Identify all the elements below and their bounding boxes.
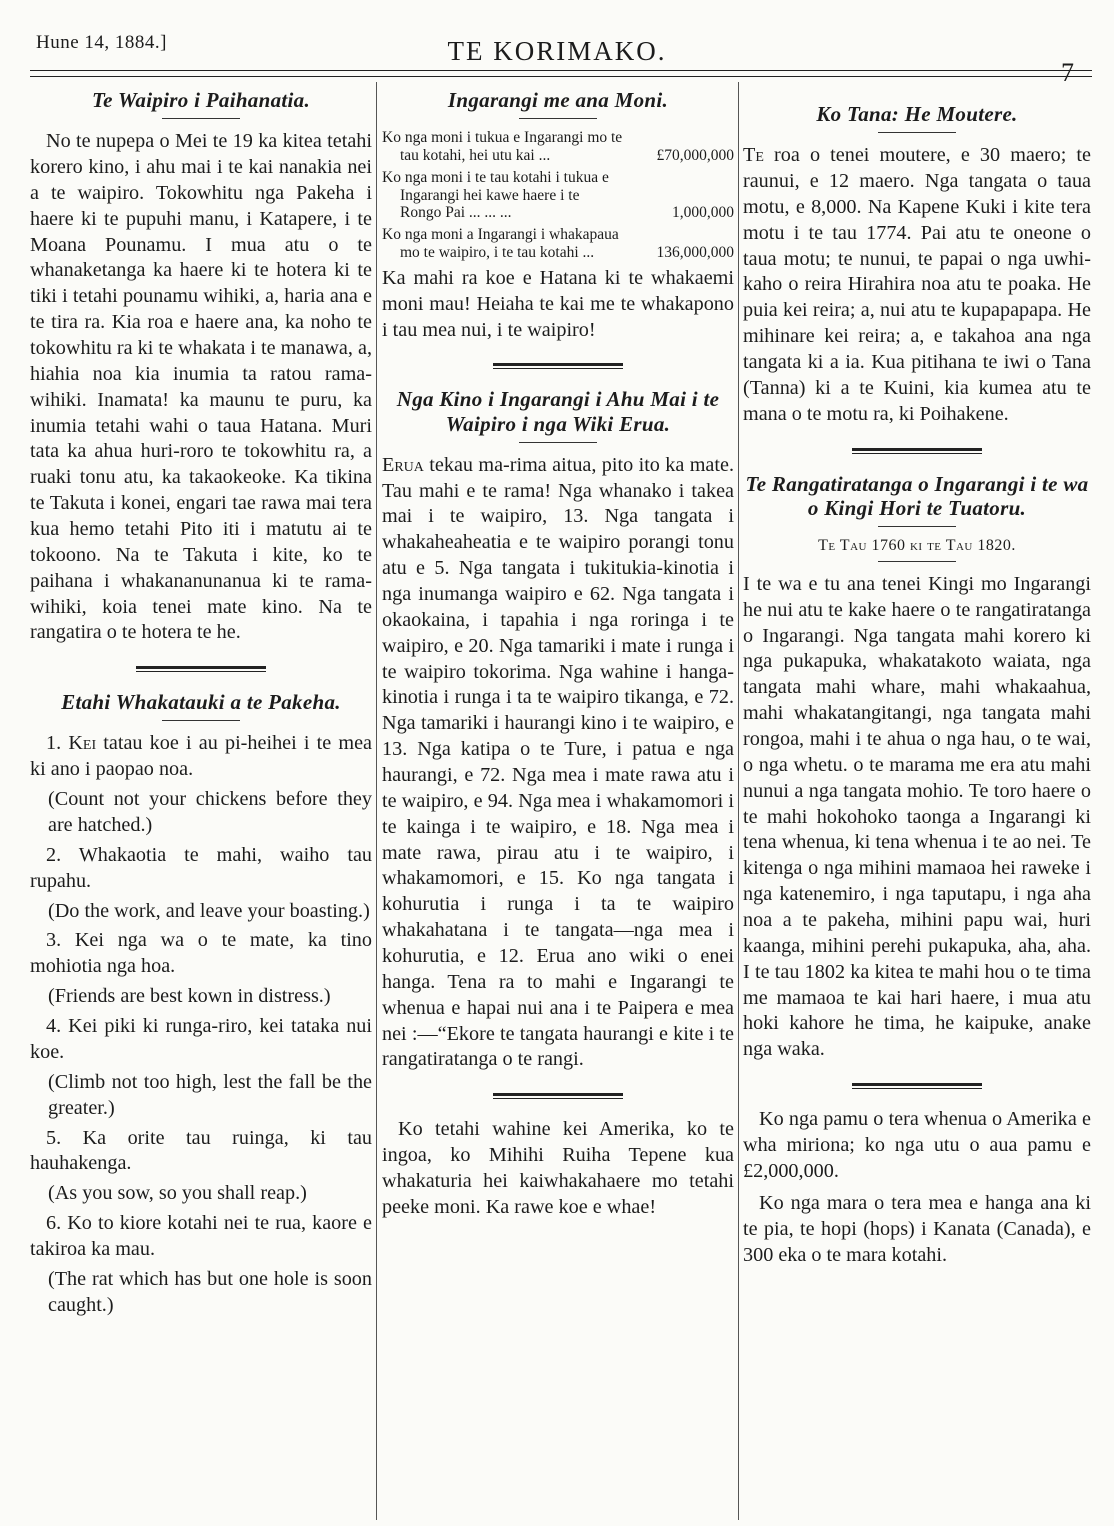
money-label: Ko nga moni i tukua e Ingarangi mo te tau kotahi, hei utu kai ... xyxy=(382,129,623,164)
article-separator xyxy=(493,363,623,369)
article-body: Ko tetahi wahine kei Amerika, ko te ingoa, ko Mihihi Ruiha Tepene kua whakaturia hei kaiwhakahaere mo tetahi peeke moni. Ka rawe koe e whae! xyxy=(382,1118,734,1218)
heading-rule xyxy=(878,526,956,527)
header-rule xyxy=(30,76,1092,77)
article-body: Erua tekau ma-rima aitua, pito ito ka mate. Tau mahi e te rama! Nga whanako i takea mai i te waipiro, 13. Nga tangata i whakaheaheatia e te waipiro porangi tonu atu e 5. Nga tangata i tukitukia-kinotia i nga inumanga waipiro e 62. Nga tangata i okaokaina, i tapahia i nga roringa i te waipiro, e 20. Nga tamariki i mate i runga i te waipiro tokorima. Nga wahine i hanga-kinotia i runga i ta te waipiro tikanga, e 72. Nga tamariki i haurangi kino i te waipiro, e 13. Nga katipa o te Ture, i patua e nga haurangi, e 72. Nga mea i mate rawa atu i te waipiro, e 94. Nga mea i whakamomori i te kainga i te waipiro, e 18. Nga mea i mate rawa, pirau atu i te waipiro, i whakamomori, e 15. Ko nga tangata i kohurutia i runga i ta te waipiro whakahatana i te tangata—nga mea i kohurutia, e 12. Erua ano wiki o enei hanga. Tena ra to mahi e Ingarangi te whenua e hapai nui ana i te Paipera e mea nei :—“Ekore te tangata haurangi e kite i te rangatiratanga o te rangi. xyxy=(382,453,734,1071)
issue-date: Hune 14, 1884.] xyxy=(36,32,167,53)
proverb-maori: 1. Kei tatau koe i au pi-heihei i te mea ki ano i paopao noa. xyxy=(30,732,372,781)
proverb-maori: 6. Ko to kiore kotahi nei te rua, kaore e takiroa ka mau. xyxy=(30,1212,372,1260)
article-subheading: Te Tau 1760 ki te Tau 1820. xyxy=(818,536,1016,554)
table-row xyxy=(382,169,734,226)
proverb-english: (Count not your chickens before they are hatched.) xyxy=(48,788,372,837)
heading-rule xyxy=(162,720,240,721)
proverb-english: (The rat which has but one hole is soon caught.) xyxy=(48,1267,372,1316)
article-separator xyxy=(852,1083,982,1089)
column-2 xyxy=(382,82,734,1526)
heading-rule xyxy=(162,118,240,119)
article-body: Ko nga mara o tera mea e hanga ana ki te pia, te hopi (hops) i Kanata (Canada), e 300 eka o te mara kotahi. xyxy=(743,1191,1091,1266)
column-3 xyxy=(743,82,1091,1526)
article-heading: Etahi Whakatauki a te Pakeha. xyxy=(61,690,341,715)
money-label: Ko nga moni i te tau kotahi i tukua e Ingarangi hei kawe haere i te Rongo Pai ... ... ... xyxy=(382,168,609,222)
article-heading: Nga Kino i Ingarangi i Ahu Mai i te Waipiro i nga Wiki Erua. xyxy=(396,387,720,436)
table-row xyxy=(382,226,734,266)
article-heading: Te Rangatiratanga o Ingarangi i te wa o Kingi Hori te Tuatoru. xyxy=(745,471,1089,520)
article-heading: Te Waipiro i Paihanatia. xyxy=(91,88,311,112)
article-separator xyxy=(852,448,982,454)
column-1 xyxy=(30,82,372,1526)
proverb-list xyxy=(30,731,372,1318)
proverb-maori: 5. Ka orite tau ruinga, ki tau hauhakenga. xyxy=(30,1126,372,1175)
article-body: I te wa e tu ana tenei Kingi mo Ingarangi he nui atu te kake haere o te rangatiratanga o Ingarangi. Nga tangata mahi korero ki nga pukapuka, whakatakoto waiata, nga tangata mahi whare, mahi whakaahua, mahi whakatangitangi, nga tangata mahi rongoa, mahi i te ahua o nga hau, o te wai, o nga whetu. o te marama me era atu mahi nunui a nga tangata mohio. Te toro haere o te mahi hokohoko taonga a Ingarangi ki tena whenua, ki tena whenua i te ao nei. Te kitenga o nga mihini mamaoa hei raweke i nga katenemiro, i nga taputapu, i nga aha noa a te pakeha, mihini papu wai, huri kaanga, mihini perehi pukapuka, aha, aha. I te tau 1802 ka kitea te mahi hou o te tima me mamaoa te kai hari haere, i mua atu hoki kahore he tima, he kaipuke, anake nga waka. xyxy=(743,572,1091,1061)
article-separator xyxy=(136,666,266,672)
article-separator xyxy=(493,1093,623,1099)
article-body: Te roa o tenei moutere, e 30 maero; te raunui, e 12 maero. Nga tangata o taua motu, e 8,000. Na Kapene Kuki i kite tera motu i te tau 1774. Pai atu te oneone o taua motu; te nunui, te papai o nga uwhi-kaho o reira Hirahira noa atu te poaka. He puia kei reira; a, nui atu te kupapapapa. He mihinare kei reira; a, e takahoa ana nga tangata ki a ia. Kua pitihana te iwi o Tana (Tanna) ki a te Kuini, kia kumea atu te mana o te motu ra, ki Poihakene. xyxy=(743,144,1091,425)
article-body: Ka mahi ra koe e Hatana ki te whakaemi moni mau! Heiaha te kai me te whakapono i tau mea nui, i te waipiro! xyxy=(382,266,734,341)
column-divider xyxy=(376,82,377,1520)
proverb-english: (Do the work, and leave your boasting.) xyxy=(48,899,370,922)
masthead-title: TE KORIMAKO. xyxy=(447,36,667,66)
article-body: Ko nga pamu o tera whenua o Amerika e wha miriona; ko nga utu o aua pamu e £2,000,000. xyxy=(743,1108,1091,1182)
heading-rule xyxy=(878,132,956,133)
heading-rule xyxy=(519,442,597,443)
page-number: 7 xyxy=(1061,58,1074,87)
column-divider xyxy=(738,82,739,1520)
proverb-english: (Climb not too high, lest the fall be the greater.) xyxy=(48,1070,372,1119)
proverb-maori: 2. Whakaotia te mahi, waiho tau rupahu. xyxy=(30,843,372,892)
money-value: 136,000,000 xyxy=(656,244,734,262)
money-value: 1,000,000 xyxy=(672,204,734,222)
money-label: Ko nga moni a Ingarangi i whakapaua mo te waipiro, i te tau kotahi ... xyxy=(382,226,619,262)
proverb-english: (As you sow, so you shall reap.) xyxy=(48,1182,307,1205)
money-table xyxy=(382,129,734,266)
table-row xyxy=(382,129,734,169)
header-rule xyxy=(30,70,1092,71)
article-body: No te nupepa o Mei te 19 ka kitea tetahi korero kino, i ahu mai i te kai nanakia nei a te waipiro. Tokowhitu nga Pakeha i haere ki te pupuhi manu, i Katapere, i te Moana Pounamu. I mua atu o te whanaketanga ka haere ki te hotera ki te tiki i tetahi pounamu wihiki, a, haria ana e te tira ra. Kia roa e haere ana, ka noho te tokowhitu ra ki te whakata i te manawa, a, hiahia noa kia inumia ta ratou rama-wihiki. Inamata! ka maunu te puru, ka inumia tetahi wahi o taua Hatana. Muri tata ka ahua huri-roro te tokowhitu ra, a ruaki tonu atu, ka takaokeoke. Ka tikina te Takuta i konei, engari tae rawa mai tera kua hemo tetahi Pito iti i matutu ai te tokoono. Na te Takuta i kite, ko te paihana i whakananunanua ki te rama-wihiki, koia tenei mate kino. Na te rangatira o te hotera te he. xyxy=(30,130,372,644)
proverb-english: (Friends are best kown in distress.) xyxy=(48,985,331,1008)
proverb-maori: 3. Kei nga wa o te mate, ka tino mohiotia nga hoa. xyxy=(30,929,372,978)
article-heading: Ingarangi me ana Moni. xyxy=(447,88,669,112)
article-heading: Ko Tana: He Moutere. xyxy=(816,102,1018,126)
heading-rule xyxy=(878,561,956,562)
money-value: £70,000,000 xyxy=(656,146,734,164)
heading-rule xyxy=(519,118,597,119)
proverb-maori: 4. Kei piki ki runga-riro, kei tataka nui koe. xyxy=(30,1015,372,1063)
